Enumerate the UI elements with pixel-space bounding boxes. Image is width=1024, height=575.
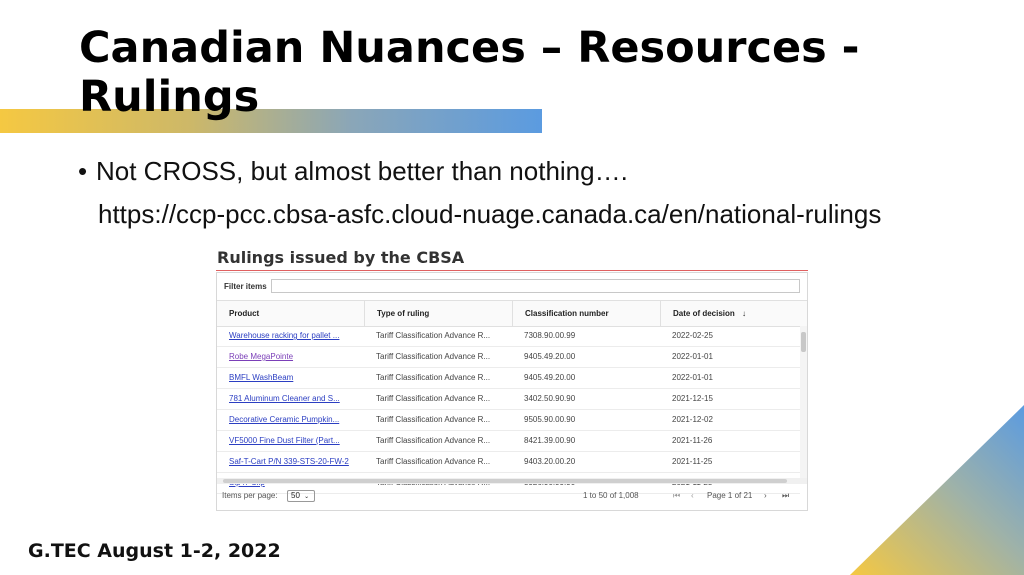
product-link[interactable]: Robe MegaPointe (229, 352, 294, 361)
decision-date-cell: 2021-12-02 (672, 415, 713, 424)
ruling-type-cell: Tariff Classification Advance R... (376, 373, 491, 382)
table-row (217, 326, 800, 347)
classification-cell: 9505.90.00.90 (524, 415, 576, 424)
pagination-range: 1 to 50 of 1,008 (583, 491, 639, 500)
items-per-page-label: Items per page: (222, 491, 278, 500)
decision-date-cell: 2022-01-01 (672, 373, 713, 382)
ruling-type-cell: Tariff Classification Advance R... (376, 331, 491, 340)
table-row (217, 410, 800, 431)
column-header-date-label: Date of decision (673, 309, 735, 318)
classification-cell: 8421.39.00.90 (524, 436, 576, 445)
sort-arrow-down-icon[interactable]: ↓ (742, 309, 747, 318)
decision-date-cell: 2022-02-25 (672, 331, 713, 340)
rulings-url[interactable]: https://ccp-pcc.cbsa-asfc.cloud-nuage.canada.ca/en/national-rulings (98, 199, 882, 229)
filter-label: Filter items (224, 282, 267, 291)
ruling-type-cell: Tariff Classification Advance R... (376, 436, 491, 445)
column-header-date[interactable] (660, 301, 807, 326)
vertical-scrollbar[interactable] (800, 326, 807, 478)
event-footer: G.TEC August 1-2, 2022 (28, 540, 281, 562)
table-body (217, 326, 800, 478)
ruling-type-cell: Tariff Classification Advance R... (376, 415, 491, 424)
rulings-heading: Rulings issued by the CBSA (217, 248, 465, 267)
classification-cell: 3402.50.90.90 (524, 394, 576, 403)
page-indicator: Page 1 of 21 (707, 491, 753, 500)
table-header (217, 300, 807, 327)
decision-date-cell: 2021-11-26 (672, 436, 713, 445)
ruling-type-cell: Tariff Classification Advance R... (376, 457, 491, 466)
product-link[interactable]: VF5000 Fine Dust Filter (Part... (229, 436, 340, 445)
items-per-page-select[interactable] (287, 490, 315, 502)
product-link[interactable]: 781 Aluminum Cleaner and S... (229, 394, 340, 403)
table-row (217, 368, 800, 389)
ruling-type-cell: Tariff Classification Advance R... (376, 352, 491, 361)
decision-date-cell: 2021-12-15 (672, 394, 713, 403)
next-page-icon[interactable]: › (764, 491, 767, 500)
bullet-item (78, 156, 628, 187)
product-link[interactable]: Saf-T-Cart P/N 339-STS-20-FW-2 (229, 457, 349, 466)
product-link[interactable]: Decorative Ceramic Pumpkin... (229, 415, 340, 424)
classification-cell: 9403.20.00.20 (524, 457, 576, 466)
chevron-down-icon: ⌄ (304, 494, 310, 500)
items-per-page-value: 50 (291, 491, 300, 500)
decision-date-cell: 2021-11-25 (672, 457, 713, 466)
previous-page-icon[interactable]: ‹ (691, 491, 694, 500)
column-header-type[interactable]: Type of ruling (364, 301, 512, 326)
table-row (217, 389, 800, 410)
bullet-icon: • (78, 156, 88, 186)
heading-divider (216, 270, 808, 271)
rulings-screenshot (216, 246, 808, 510)
filter-input[interactable] (271, 279, 800, 293)
corner-decoration (850, 405, 1024, 575)
first-page-icon[interactable]: ⏮ (673, 491, 681, 500)
column-header-classification[interactable]: Classification number (512, 301, 660, 326)
column-header-product[interactable]: Product (229, 309, 260, 318)
product-link[interactable]: Warehouse racking for pallet ... (229, 331, 340, 340)
vertical-scroll-thumb[interactable] (801, 332, 806, 352)
horizontal-scroll-thumb[interactable] (223, 479, 787, 483)
bullet-text: Not CROSS, but almost better than nothing…. (96, 156, 628, 186)
last-page-icon[interactable]: ⏭ (782, 491, 790, 500)
table-row (217, 431, 800, 452)
ruling-type-cell: Tariff Classification Advance R... (376, 394, 491, 403)
slide-title: Canadian Nuances – Resources - Rulings (79, 23, 860, 122)
classification-cell: 7308.90.00.99 (524, 331, 576, 340)
table-row (217, 452, 800, 473)
decision-date-cell: 2022-01-01 (672, 352, 713, 361)
table-row (217, 347, 800, 368)
rulings-table-panel (216, 272, 808, 511)
product-link[interactable]: BMFL WashBeam (229, 373, 294, 382)
horizontal-scrollbar[interactable] (217, 478, 807, 484)
classification-cell: 9405.49.20.00 (524, 373, 576, 382)
classification-cell: 9405.49.20.00 (524, 352, 576, 361)
